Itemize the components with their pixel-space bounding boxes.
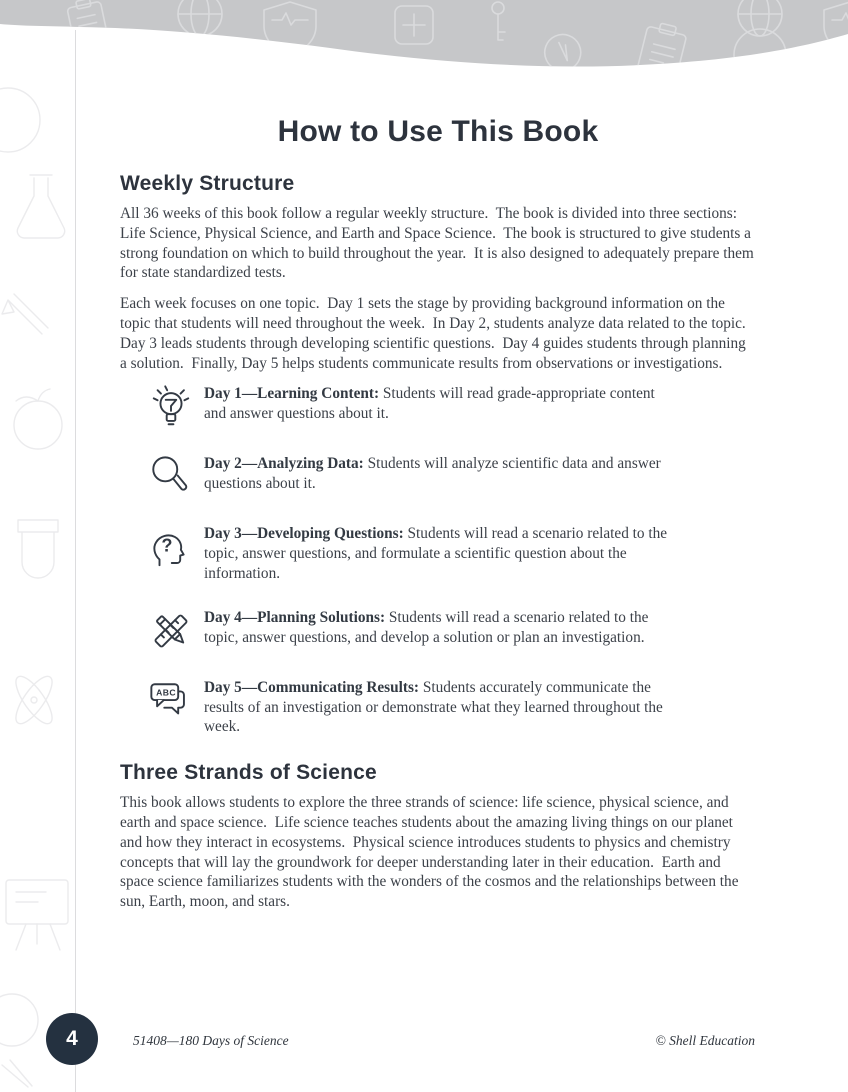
paragraph-strands-1: This book allows students to explore the three strands of science: life science, physical science, and earth and space science. Life science teaches students about the amazing living things on our planet and how they interact in ecosystems. Physical science introduces students to physics and chemistry concepts that will lay the groundwork for deeper understanding later in their education. Earth and space science familiarizes students with the wonders of the cosmos and the relationships between the sun, Earth, moon, and stars. [120,794,743,911]
day-item-text: Day 1—Learning Content: Students will read grade-appropriate content and answer questions about it. [204,385,659,423]
paragraph-weekly-2: Each week focuses on one topic. Day 1 sets the stage by providing background information on the topic that students will need throughout the week. In Day 2, students analyze data related to the topic. Day 3 leads students through developing scientific questions. Day 4 guides students through planning a solution. Finally, Day 5 helps students communicate results from observations or investigations. [120,295,754,372]
section-heading-weekly-structure: Weekly Structure [120,172,295,195]
day-item-text: Day 2—Analyzing Data: Students will analyze scientific data and answer questions about it. [204,455,665,493]
day-item-3 [148,524,756,583]
science-pattern-strip [0,0,110,1092]
day-item-text: Day 4—Planning Solutions: Students will read a scenario related to the topic, answer questions, and develop a solution or plan an investigation. [204,608,653,646]
lightbulb-icon [148,384,194,430]
pencil-ruler-icon [148,608,194,654]
day-item-label: Day 4—Planning Solutions: [204,608,386,626]
svg-text:?: ? [161,535,173,556]
day-item-label: Day 2—Analyzing Data: [204,455,364,473]
day-item-text: Day 3—Developing Questions: Students will read a scenario related to the topic, answer questions, and formulate a scientific question about the information. [204,525,671,582]
science-pattern-band [0,0,848,112]
left-margin-rule [75,30,76,1092]
footer-copyright: © Shell Education [655,1033,755,1048]
abc-label: ABC [156,687,176,698]
magnifier-icon [148,454,194,500]
day-item-label: Day 5—Communicating Results: [204,678,420,696]
day-item-5 [148,678,756,737]
day-item-label: Day 3—Developing Questions: [204,525,404,543]
page-title: How to Use This Book [277,115,599,148]
page-content [120,114,756,923]
head-question-icon [148,524,194,570]
day-list [120,384,756,737]
paragraph-weekly-1: All 36 weeks of this book follow a regular weekly structure. The book is divided into three sections: Life Science, Physical Science, and Earth and Space Science. The book is structured to give students a strong foundation on which to build throughout the year. It is also designed to adequately prepare them for state standardized tests. [120,205,758,282]
footer-book-id: 51408—180 Days of Science [133,1033,289,1048]
day-item-2 [148,454,756,500]
day-item-text: Day 5—Communicating Results: Students accurately communicate the results of an investigation or demonstrate what they learned throughout the week. [204,678,667,736]
speech-bubbles-icon [148,678,194,724]
day-item-label: Day 1—Learning Content: [204,385,380,403]
page-number-badge: 4 [46,1013,98,1065]
day-item-1 [148,384,756,430]
day-item-4 [148,608,756,654]
section-heading-three-strands: Three Strands of Science [120,761,377,785]
